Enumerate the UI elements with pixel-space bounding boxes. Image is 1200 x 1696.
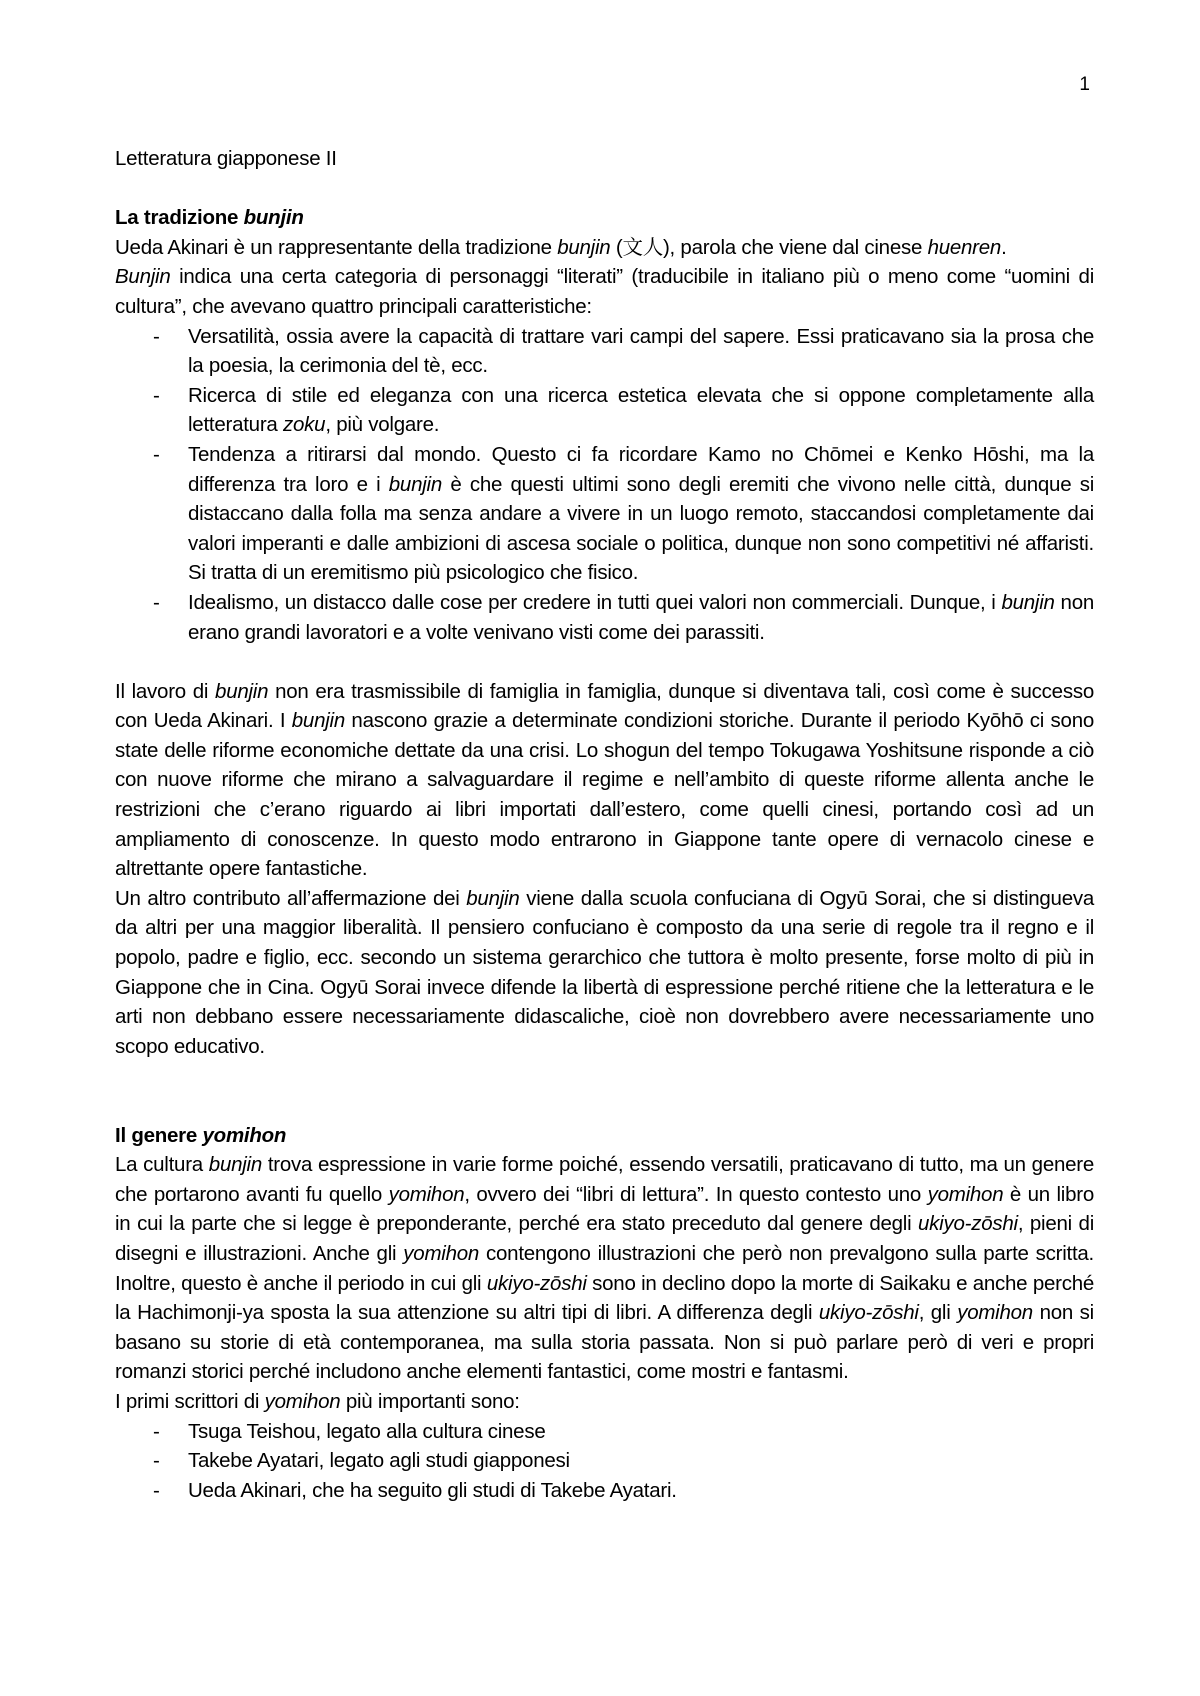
intro-paragraph: Ueda Akinari è un rappresentante della tradizione bunjin (文人), parola che viene dal cinese huenren. Bunjin indica una certa categoria di personaggi “literati” (traducibile in italiano più o meno come “uomini di cultura”, che avevano quattro principali caratteristiche: xyxy=(115,235,1094,318)
list-item: - Versatilità, ossia avere la capacità di trattare vari campi del sapere. Essi praticavano sia la prosa che la poesia, la cerimonia del tè, ecc. xyxy=(153,324,1094,378)
list-item: - Takebe Ayatari, legato agli studi giapponesi xyxy=(153,1449,570,1473)
list-item: - Ricerca di stile ed eleganza con una ricerca estetica elevata che si oppone completamente alla letteratura zoku, più volgare. xyxy=(153,383,1094,437)
writers-list xyxy=(115,1417,1094,1506)
list-item: - Ueda Akinari, che ha seguito gli studi di Takebe Ayatari. xyxy=(153,1478,677,1502)
writers-intro: I primi scrittori di yomihon più importanti sono: xyxy=(115,1389,520,1413)
list-item: - Tendenza a ritirarsi dal mondo. Questo ci fa ricordare Kamo no Chōmei e Kenko Hōshi, ma la differenza tra loro e i bunjin è che questi ultimi sono degli eremiti che vivono nelle città, dunque si distaccano dalla folla ma senza andare a vivere in un luogo remoto, staccandosi completamente dai valori imperanti e dalle ambizioni di ascesa sociale o politica, dunque non sono competitivi né affaristi. Si tratta di un eremitismo più psicologico che fisico. xyxy=(153,442,1095,585)
list-item: - Idealismo, un distacco dalle cose per credere in tutti quei valori non commerciali. Dunque, i bunjin non erano grandi lavoratori e a volte venivano visti come dei parassiti. xyxy=(153,590,1095,644)
paragraph-confucian-school: Un altro contributo all’affermazione dei bunjin viene dalla scuola confuciana di Ogyū Sorai, che si distingueva da altri per una maggior liberalità. Il pensiero confuciano è composto da una serie di regole tra il regno e il popolo, padre e figlio, ecc. secondo un sistema gerarchico che tuttora è molto presente, forse molto di più in Giappone che in Cina. Ogyū Sorai invece difende la libertà di espressione perché ritiene che la letteratura e le arti non debbano essere necessariamente didascaliche, cioè non dovrebbero avere necessariamente uno scopo educativo. xyxy=(115,886,1095,1058)
document-body xyxy=(115,144,1094,1505)
characteristics-list xyxy=(115,322,1094,648)
list-item: - Tsuga Teishou, legato alla cultura cinese xyxy=(153,1419,546,1443)
paragraph-bunjin-history: Il lavoro di bunjin non era trasmissibile di famiglia in famiglia, dunque si diventava tali, così come è successo con Ueda Akinari. I bunjin nascono grazie a determinate condizioni storiche. Durante il periodo Kyōhō ci sono state delle riforme economiche dettate da una crisi. Lo shogun del tempo Tokugawa Yoshitsune risponde a ciò con nuove riforme che mirano a salvaguardare il regime e nell’ambito di queste riforme allenta anche le restrizioni che c’erano riguardo ai libri importati dall’estero, come quelli cinesi, portando così ad un ampliamento di conoscenze. In questo modo entrarono in Giappone tante opere di vernacolo cinese e altrettante opere fantastiche. xyxy=(115,679,1094,881)
section-heading-yomihon: Il genere yomihon xyxy=(115,1123,287,1147)
document-title: Letteratura giapponese II xyxy=(115,147,337,170)
paragraph-yomihon: La cultura bunjin trova espressione in varie forme poiché, essendo versatili, praticavano di tutto, ma un genere che portarono avanti fu quello yomihon, ovvero dei “libri di lettura”. In questo contesto uno yomihon è un libro in cui la parte che si legge è preponderante, perché era stato preceduto dal genere degli ukiyo-zōshi, pieni di disegni e illustrazioni. Anche gli yomihon contengono illustrazioni che però non prevalgono sulla parte scritta. Inoltre, questo è anche il periodo in cui gli ukiyo-zōshi sono in declino dopo la morte di Saikaku e anche perché la Hachimonji-ya sposta la sua attenzione su altri tipi di libri. A differenza degli ukiyo-zōshi, gli yomihon non si basano su storie di età contemporanea, ma sulla storia passata. Non si può parlare però di veri e propri romanzi storici perché includono anche elementi fantastici, come mostri e fantasmi. xyxy=(115,1153,1095,1384)
page-number: 1 xyxy=(1079,74,1090,95)
section-heading-bunjin: La tradizione bunjin xyxy=(115,206,304,230)
